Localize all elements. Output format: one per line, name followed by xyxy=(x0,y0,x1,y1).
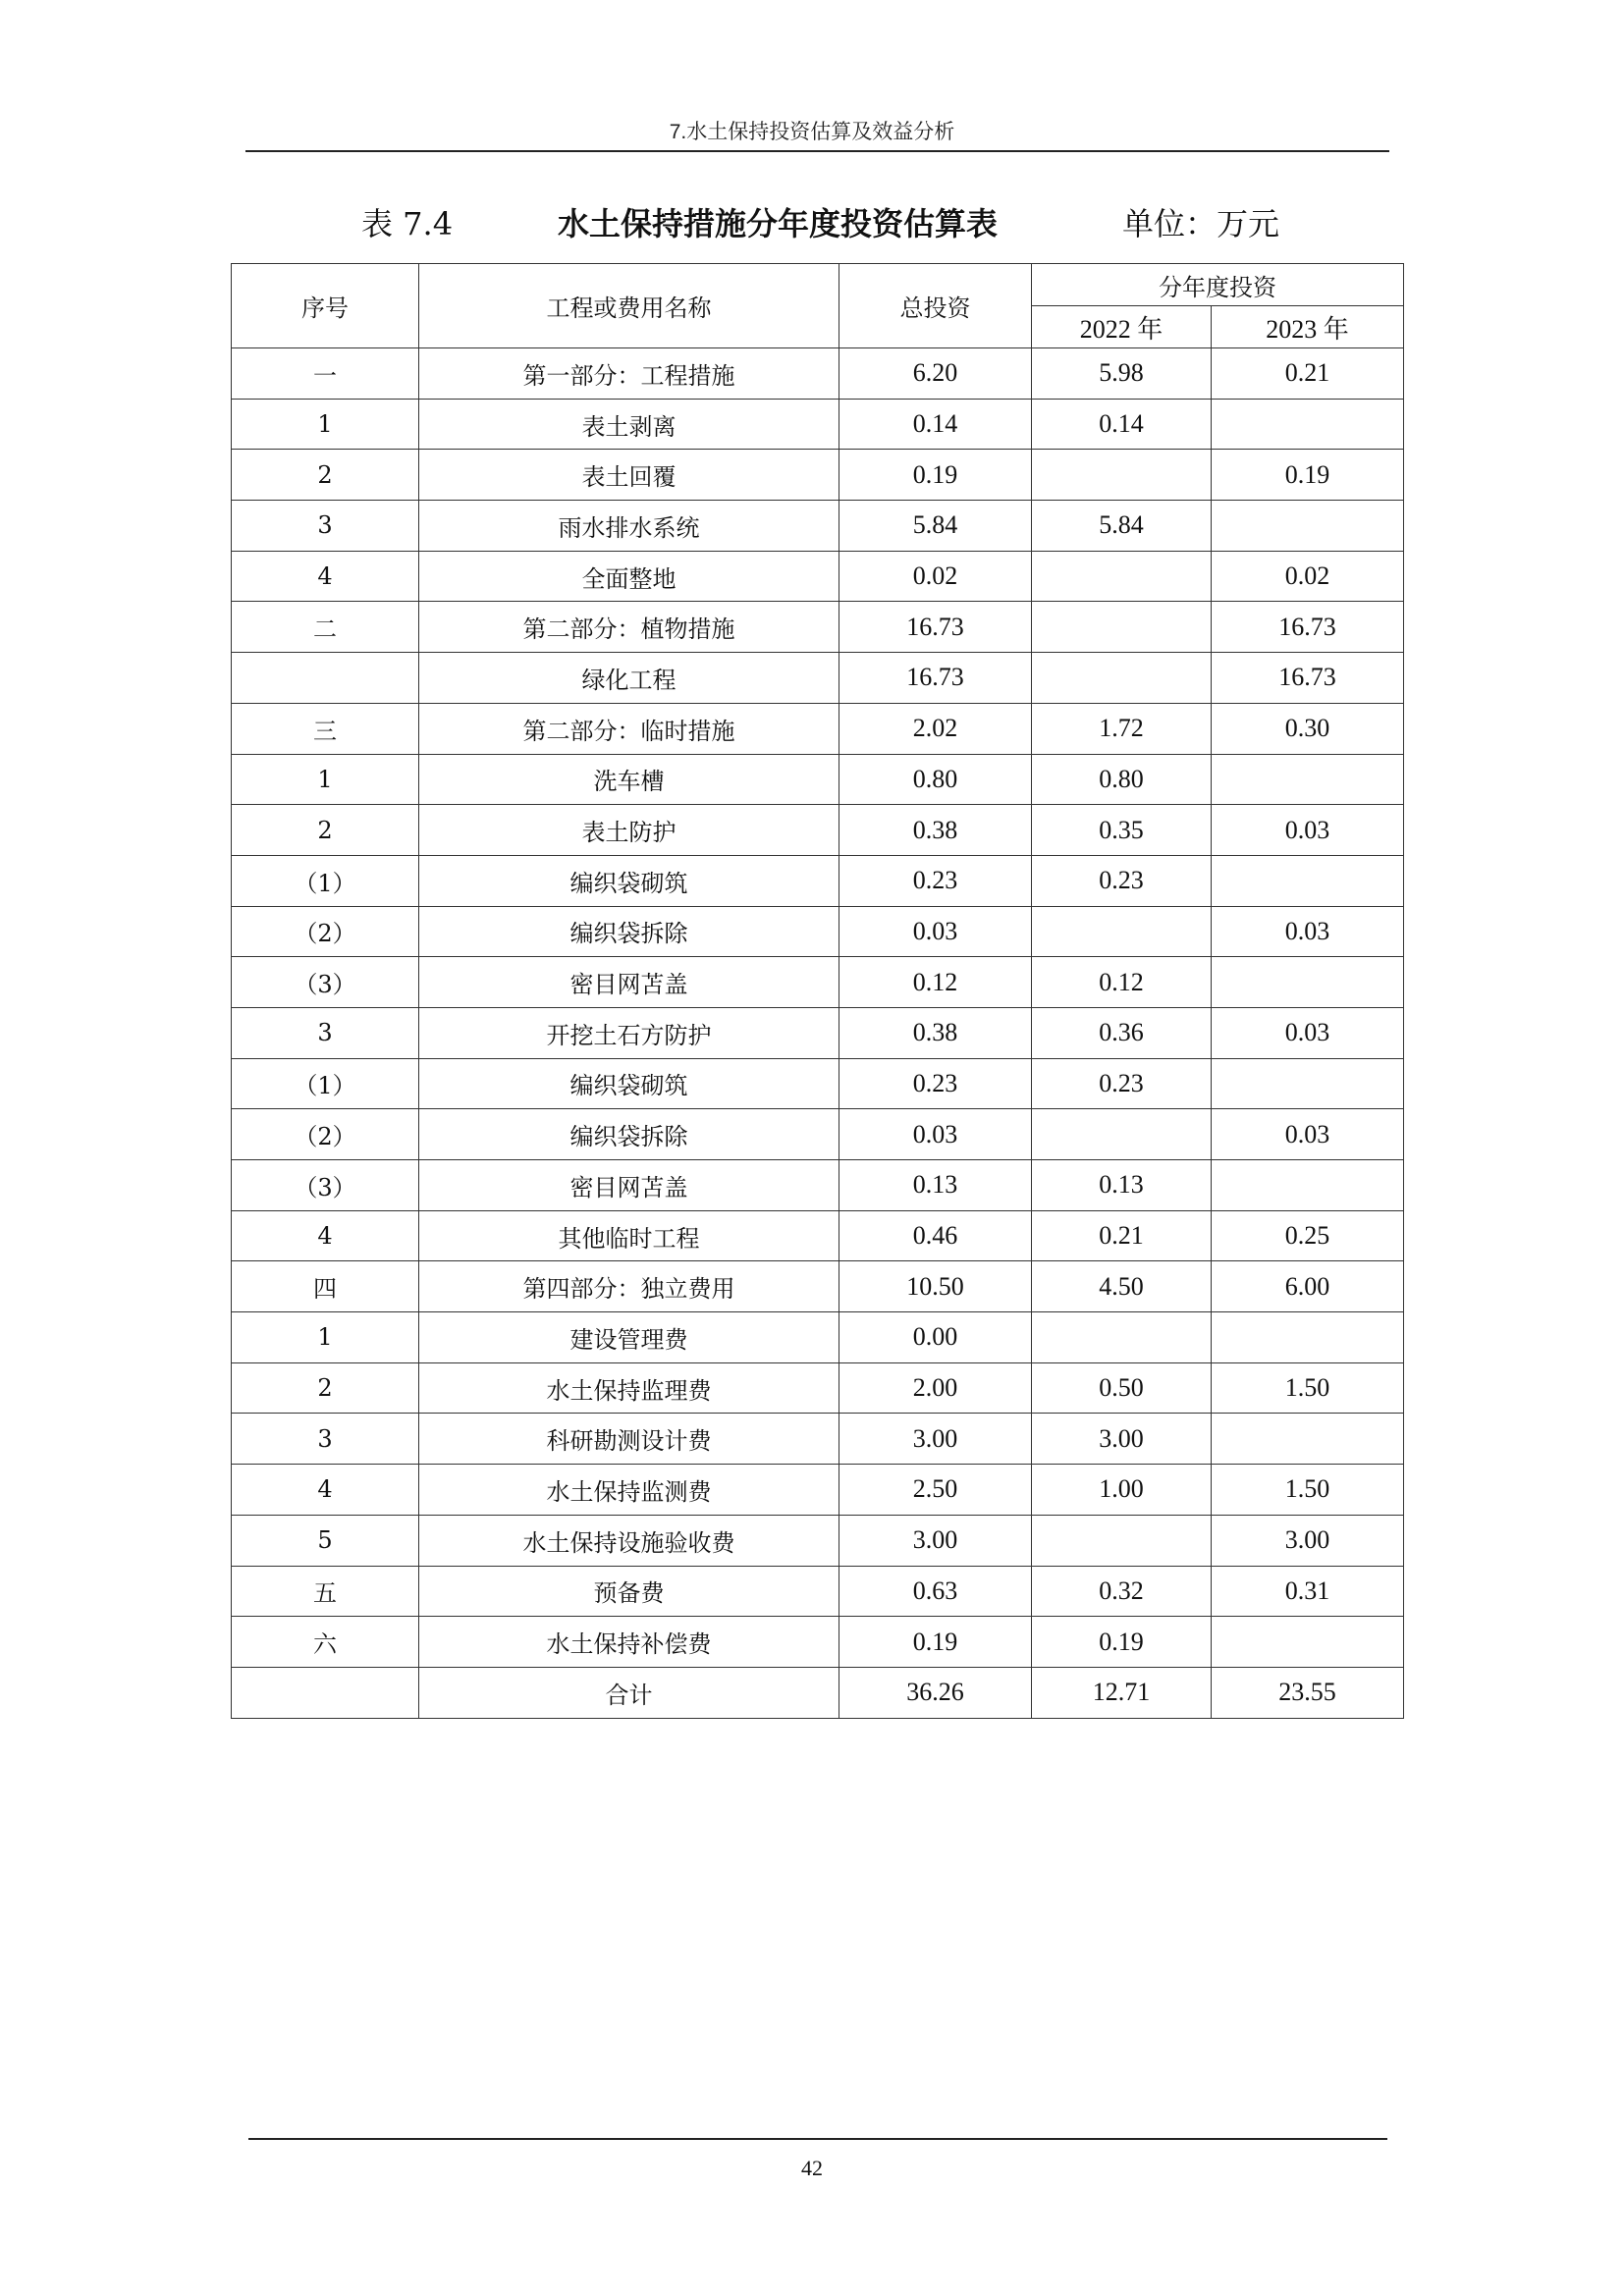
table-row xyxy=(232,855,1404,906)
cell-name: 表土防护 xyxy=(419,805,839,856)
cell-2022: 0.50 xyxy=(1032,1362,1212,1414)
cell-2022 xyxy=(1032,1515,1212,1566)
cell-name: 第四部分：独立费用 xyxy=(419,1261,839,1312)
cell-seq: （3） xyxy=(232,1160,419,1211)
cell-2022: 0.23 xyxy=(1032,855,1212,906)
table-row xyxy=(232,1566,1404,1617)
cell-seq: 3 xyxy=(232,1414,419,1465)
table-row xyxy=(232,551,1404,602)
cell-seq: 4 xyxy=(232,551,419,602)
cell-total: 3.00 xyxy=(839,1414,1032,1465)
table-row xyxy=(232,1414,1404,1465)
cell-seq: 4 xyxy=(232,1210,419,1261)
cell-total: 0.80 xyxy=(839,754,1032,805)
cell-name: 密目网苫盖 xyxy=(419,1160,839,1211)
cell-total: 0.23 xyxy=(839,855,1032,906)
cell-2022 xyxy=(1032,1109,1212,1160)
cell-seq: （1） xyxy=(232,1058,419,1109)
col-header-name: 工程或费用名称 xyxy=(419,264,839,348)
cell-2022 xyxy=(1032,1312,1212,1363)
cell-total: 16.73 xyxy=(839,602,1032,653)
cell-name: 雨水排水系统 xyxy=(419,501,839,552)
cell-2022: 1.72 xyxy=(1032,703,1212,754)
cell-2022: 0.35 xyxy=(1032,805,1212,856)
cell-seq: （1） xyxy=(232,855,419,906)
table-row xyxy=(232,1617,1404,1668)
cell-2023: 0.31 xyxy=(1212,1566,1404,1617)
table-row xyxy=(232,805,1404,856)
cell-name: 编织袋拆除 xyxy=(419,1109,839,1160)
table-unit: 单位：万元 xyxy=(1122,205,1280,242)
cell-2023: 1.50 xyxy=(1212,1362,1404,1414)
cell-2022: 3.00 xyxy=(1032,1414,1212,1465)
cell-total: 3.00 xyxy=(839,1515,1032,1566)
cell-total: 0.63 xyxy=(839,1566,1032,1617)
cell-total: 0.02 xyxy=(839,551,1032,602)
cell-total: 0.03 xyxy=(839,1109,1032,1160)
cell-name: 水土保持设施验收费 xyxy=(419,1515,839,1566)
cell-2023: 16.73 xyxy=(1212,653,1404,704)
cell-total: 0.23 xyxy=(839,1058,1032,1109)
cell-name: 其他临时工程 xyxy=(419,1210,839,1261)
cell-total: 2.02 xyxy=(839,703,1032,754)
cell-name: 水土保持监理费 xyxy=(419,1362,839,1414)
cell-2023: 0.30 xyxy=(1212,703,1404,754)
cell-name: 全面整地 xyxy=(419,551,839,602)
cell-name: 编织袋砌筑 xyxy=(419,1058,839,1109)
cell-seq: （2） xyxy=(232,1109,419,1160)
table-row xyxy=(232,1261,1404,1312)
cell-2022: 1.00 xyxy=(1032,1465,1212,1516)
table-row xyxy=(232,1058,1404,1109)
cell-seq: 1 xyxy=(232,1312,419,1363)
cell-total: 6.20 xyxy=(839,348,1032,400)
cell-seq: 3 xyxy=(232,501,419,552)
page-number: 42 xyxy=(801,2156,823,2180)
cell-2022 xyxy=(1032,653,1212,704)
cell-seq: 1 xyxy=(232,754,419,805)
cell-total: 0.00 xyxy=(839,1312,1032,1363)
cell-seq: 三 xyxy=(232,703,419,754)
cell-seq: 六 xyxy=(232,1617,419,1668)
cell-2022: 5.98 xyxy=(1032,348,1212,400)
footer-rule xyxy=(248,2138,1387,2140)
cell-name: 水土保持补偿费 xyxy=(419,1617,839,1668)
cell-2022: 12.71 xyxy=(1032,1667,1212,1718)
cell-2022 xyxy=(1032,602,1212,653)
investment-table xyxy=(231,263,1404,1719)
table-row xyxy=(232,754,1404,805)
cell-2022: 4.50 xyxy=(1032,1261,1212,1312)
table-header-row xyxy=(232,264,1404,306)
cell-name: 洗车槽 xyxy=(419,754,839,805)
table-row xyxy=(232,1312,1404,1363)
cell-2022: 5.84 xyxy=(1032,501,1212,552)
cell-total: 0.19 xyxy=(839,450,1032,501)
cell-2023 xyxy=(1212,957,1404,1008)
table-row xyxy=(232,1362,1404,1414)
cell-2022: 0.13 xyxy=(1032,1160,1212,1211)
cell-total: 0.13 xyxy=(839,1160,1032,1211)
table-row xyxy=(232,602,1404,653)
cell-name: 表土剥离 xyxy=(419,399,839,450)
cell-2023: 0.03 xyxy=(1212,805,1404,856)
cell-2023: 0.03 xyxy=(1212,1007,1404,1058)
cell-2022: 0.19 xyxy=(1032,1617,1212,1668)
cell-2022 xyxy=(1032,450,1212,501)
cell-seq: 五 xyxy=(232,1566,419,1617)
cell-name: 科研勘测设计费 xyxy=(419,1414,839,1465)
cell-2023 xyxy=(1212,399,1404,450)
cell-2023 xyxy=(1212,1617,1404,1668)
cell-total: 0.46 xyxy=(839,1210,1032,1261)
cell-total: 5.84 xyxy=(839,501,1032,552)
cell-name: 开挖土石方防护 xyxy=(419,1007,839,1058)
cell-seq: 一 xyxy=(232,348,419,400)
table-row xyxy=(232,348,1404,400)
cell-seq: （2） xyxy=(232,906,419,957)
table-row xyxy=(232,1465,1404,1516)
cell-2023 xyxy=(1212,754,1404,805)
cell-seq: 1 xyxy=(232,399,419,450)
cell-total: 0.19 xyxy=(839,1617,1032,1668)
cell-seq: 5 xyxy=(232,1515,419,1566)
cell-total: 10.50 xyxy=(839,1261,1032,1312)
cell-2022 xyxy=(1032,906,1212,957)
col-header-2023: 2023 年 xyxy=(1212,306,1404,348)
cell-seq: 2 xyxy=(232,1362,419,1414)
cell-name: 第一部分：工程措施 xyxy=(419,348,839,400)
cell-name: 编织袋砌筑 xyxy=(419,855,839,906)
cell-total: 2.00 xyxy=(839,1362,1032,1414)
cell-name: 建设管理费 xyxy=(419,1312,839,1363)
running-header: 7.水土保持投资估算及效益分析 xyxy=(669,121,955,143)
cell-2023: 1.50 xyxy=(1212,1465,1404,1516)
col-header-total: 总投资 xyxy=(839,264,1032,348)
table-number: 表 7.4 xyxy=(361,205,454,242)
cell-name: 预备费 xyxy=(419,1566,839,1617)
table-row xyxy=(232,450,1404,501)
table-title: 水土保持措施分年度投资估算表 xyxy=(558,205,999,242)
cell-total: 36.26 xyxy=(839,1667,1032,1718)
cell-seq xyxy=(232,1667,419,1718)
cell-2022 xyxy=(1032,551,1212,602)
cell-name: 水土保持监测费 xyxy=(419,1465,839,1516)
cell-seq xyxy=(232,653,419,704)
cell-seq: 4 xyxy=(232,1465,419,1516)
col-header-2022: 2022 年 xyxy=(1032,306,1212,348)
cell-total: 0.38 xyxy=(839,1007,1032,1058)
cell-2023: 6.00 xyxy=(1212,1261,1404,1312)
cell-2023: 0.19 xyxy=(1212,450,1404,501)
cell-total: 0.12 xyxy=(839,957,1032,1008)
cell-name: 第二部分：临时措施 xyxy=(419,703,839,754)
cell-total: 0.14 xyxy=(839,399,1032,450)
cell-2023: 0.21 xyxy=(1212,348,1404,400)
table-row xyxy=(232,1109,1404,1160)
cell-2023: 0.03 xyxy=(1212,1109,1404,1160)
cell-2023: 0.25 xyxy=(1212,1210,1404,1261)
table-row xyxy=(232,906,1404,957)
col-header-seq: 序号 xyxy=(232,264,419,348)
cell-2023: 0.03 xyxy=(1212,906,1404,957)
cell-seq: 二 xyxy=(232,602,419,653)
table-row xyxy=(232,501,1404,552)
cell-2022: 0.14 xyxy=(1032,399,1212,450)
cell-2023: 0.02 xyxy=(1212,551,1404,602)
cell-name: 密目网苫盖 xyxy=(419,957,839,1008)
cell-name: 第二部分：植物措施 xyxy=(419,602,839,653)
cell-2023: 16.73 xyxy=(1212,602,1404,653)
table-caption xyxy=(0,199,1624,242)
table-row xyxy=(232,1210,1404,1261)
cell-2022: 0.21 xyxy=(1032,1210,1212,1261)
cell-name: 合计 xyxy=(419,1667,839,1718)
table-row xyxy=(232,703,1404,754)
cell-2023: 23.55 xyxy=(1212,1667,1404,1718)
table-row xyxy=(232,1160,1404,1211)
cell-2022: 0.23 xyxy=(1032,1058,1212,1109)
cell-2023: 3.00 xyxy=(1212,1515,1404,1566)
cell-2023 xyxy=(1212,1312,1404,1363)
table-row xyxy=(232,1667,1404,1718)
cell-2023 xyxy=(1212,1414,1404,1465)
cell-2022: 0.36 xyxy=(1032,1007,1212,1058)
cell-seq: 2 xyxy=(232,805,419,856)
cell-2023 xyxy=(1212,1058,1404,1109)
cell-total: 2.50 xyxy=(839,1465,1032,1516)
table-row xyxy=(232,1007,1404,1058)
cell-seq: 3 xyxy=(232,1007,419,1058)
table-row xyxy=(232,653,1404,704)
cell-2022: 0.80 xyxy=(1032,754,1212,805)
cell-total: 0.38 xyxy=(839,805,1032,856)
table-row xyxy=(232,957,1404,1008)
col-header-annual: 分年度投资 xyxy=(1032,264,1404,306)
cell-seq: 四 xyxy=(232,1261,419,1312)
cell-seq: （3） xyxy=(232,957,419,1008)
cell-2022: 0.12 xyxy=(1032,957,1212,1008)
table-row xyxy=(232,399,1404,450)
cell-total: 0.03 xyxy=(839,906,1032,957)
cell-2023 xyxy=(1212,855,1404,906)
cell-name: 绿化工程 xyxy=(419,653,839,704)
table-row xyxy=(232,1515,1404,1566)
cell-2023 xyxy=(1212,1160,1404,1211)
cell-name: 编织袋拆除 xyxy=(419,906,839,957)
cell-2022: 0.32 xyxy=(1032,1566,1212,1617)
cell-seq: 2 xyxy=(232,450,419,501)
cell-name: 表土回覆 xyxy=(419,450,839,501)
cell-total: 16.73 xyxy=(839,653,1032,704)
header-rule xyxy=(245,150,1389,152)
cell-2023 xyxy=(1212,501,1404,552)
